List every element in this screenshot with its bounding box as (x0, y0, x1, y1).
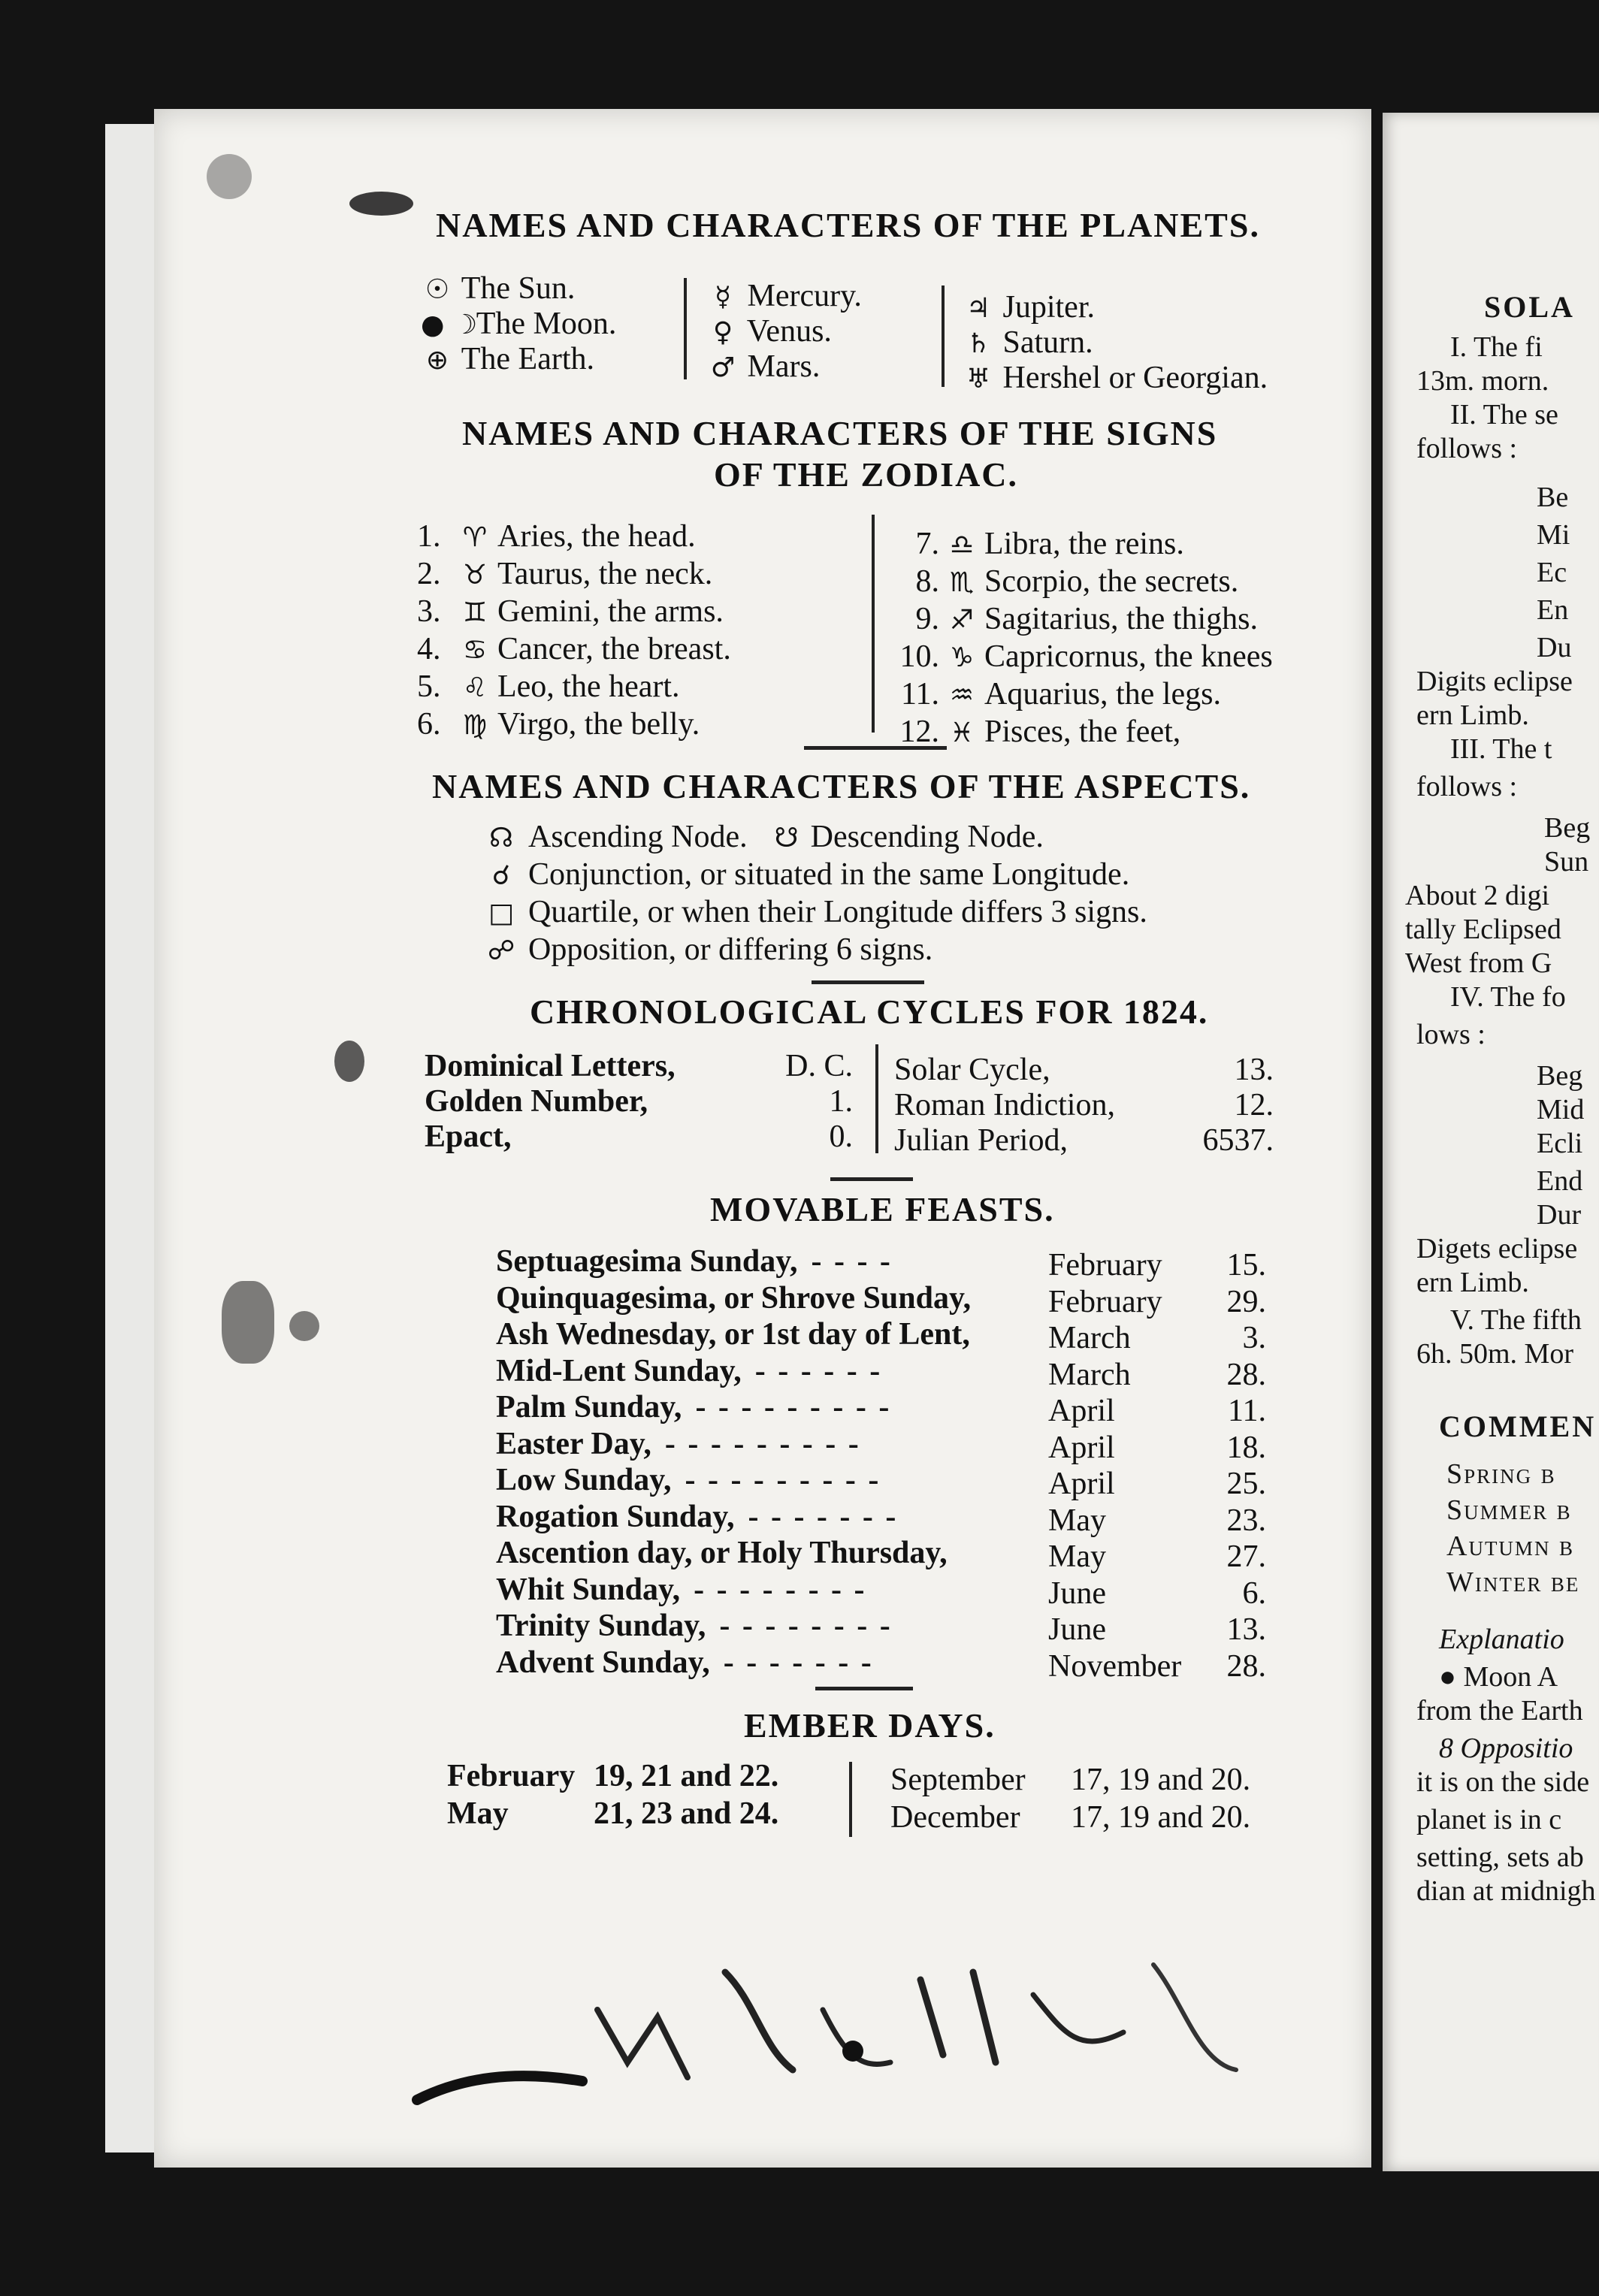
cycle-label: Julian Period, (894, 1123, 1068, 1158)
right-page-text-line: follows : (1416, 771, 1518, 802)
left-almanac-page (154, 109, 1371, 2168)
planet-saturn: ♄ Saturn. (962, 325, 1093, 361)
zodiac-label: Capricornus, the knees (984, 639, 1273, 674)
zodiac-sign-icon: ♐ (949, 605, 975, 636)
planets-title: NAMES AND CHARACTERS OF THE PLANETS. (436, 206, 1260, 244)
ember-month: February (447, 1759, 576, 1793)
right-page-text-line: setting, sets ab (1416, 1841, 1584, 1873)
cycle-value: 13. (1234, 1053, 1274, 1087)
planet-mars: ♂ Mars. (706, 349, 820, 385)
stain-top-left (207, 154, 252, 199)
ember-title: EMBER DAYS. (744, 1706, 996, 1745)
planet-jupiter: ♃ Jupiter. (962, 289, 1095, 325)
feast-name: Rogation Sunday, (496, 1499, 735, 1534)
zodiac-row (887, 639, 1273, 675)
feast-day: 28. (1226, 1648, 1266, 1684)
right-page-text-line: Be (1537, 482, 1569, 513)
feast-row (496, 1426, 861, 1462)
right-page-text-line: End (1537, 1165, 1583, 1197)
feast-day: 18. (1226, 1430, 1266, 1465)
ink-splatter (222, 1281, 274, 1364)
feasts-rule (815, 1687, 913, 1690)
aspect-row (485, 819, 1044, 855)
right-page-text-line: ern Limb. (1416, 699, 1529, 731)
zodiac-row (417, 631, 731, 667)
right-page-text-line: V. The fifth (1450, 1304, 1582, 1336)
ink-blot-mid (334, 1041, 364, 1082)
feast-day: 27. (1226, 1539, 1266, 1574)
right-page-text-line: Du (1537, 632, 1572, 663)
planet-sun: ☉ The Sun. (421, 270, 575, 307)
aspect-text: Conjunction, or situated in the same Longitude. (528, 857, 1130, 892)
right-page-text-line: Winter be (1446, 1566, 1580, 1598)
right-page-text-line: 13m. morn. (1416, 365, 1549, 397)
cycles-divider (875, 1044, 878, 1153)
feast-day: 3. (1242, 1321, 1266, 1355)
feast-leader-dots: - - - - (811, 1244, 893, 1279)
zodiac-label: Virgo, the belly. (497, 707, 700, 742)
jupiter-icon: ♃ (966, 293, 991, 324)
planet-venus: ♀ Venus. (706, 313, 832, 349)
zodiac-label: Leo, the heart. (497, 669, 680, 704)
zodiac-label: Gemini, the arms. (497, 594, 724, 629)
feast-row (496, 1316, 970, 1352)
right-page-text-line: IV. The fo (1450, 981, 1566, 1013)
ember-month: December (890, 1800, 1020, 1835)
feast-row (496, 1608, 893, 1644)
right-almanac-page (1383, 113, 1599, 2171)
feast-month: June (1048, 1575, 1106, 1611)
aspect-row (485, 894, 1147, 930)
zodiac-number: 2. (417, 557, 441, 591)
right-page-text-line: Sun (1544, 846, 1589, 878)
zodiac-row (887, 563, 1238, 600)
right-page-text-line: Mid (1537, 1094, 1585, 1125)
right-page-text-line: Ec (1537, 557, 1567, 588)
ember-month: May (447, 1796, 509, 1831)
uranus-icon: ♅ (966, 364, 991, 394)
planet-herschel: ♅ Hershel or Georgian. (962, 360, 1268, 396)
feast-month: November (1048, 1648, 1182, 1684)
feast-row (496, 1499, 898, 1535)
cycle-label: Roman Indiction, (894, 1088, 1115, 1122)
zodiac-sign-icon: ♒ (949, 680, 975, 711)
zodiac-sign-icon: ♎ (949, 530, 975, 560)
right-page-text-line: tally Eclipsed (1405, 914, 1561, 945)
zodiac-number: 11. (901, 677, 939, 711)
zodiac-label: Sagitarius, the thighs. (984, 602, 1258, 636)
zodiac-sign-icon: ♏ (949, 567, 975, 598)
right-page-text-line: Digets eclipse (1416, 1233, 1578, 1264)
zodiac-row (417, 518, 696, 554)
feast-name: Palm Sunday, (496, 1390, 682, 1424)
mars-icon: ♂ (710, 352, 736, 383)
ember-divider (849, 1762, 852, 1837)
zodiac-row (417, 594, 724, 630)
mercury-icon: ☿ (714, 282, 732, 313)
right-page-text-line: 8 Oppositio (1439, 1733, 1573, 1764)
ember-month: September (890, 1763, 1026, 1797)
ember-days: 17, 19 and 20. (1071, 1763, 1251, 1797)
cycle-value: D. C. (785, 1049, 853, 1083)
right-page-text-line: I. The fi (1450, 331, 1543, 363)
cycles-title: CHRONOLOGICAL CYCLES FOR 1824. (530, 992, 1209, 1031)
zodiac-sign-icon: ♈ (462, 522, 488, 553)
feast-month: April (1048, 1430, 1115, 1465)
zodiac-sign-icon: ♓ (949, 718, 975, 748)
feast-row (496, 1280, 971, 1316)
cycle-label: Epact, (425, 1119, 512, 1154)
right-page-text-line: En (1537, 594, 1569, 626)
feast-name: Whit Sunday, (496, 1572, 681, 1607)
right-page-text-line: III. The t (1450, 733, 1552, 765)
feast-leader-dots: - - - - - - - (723, 1645, 874, 1680)
planets-divider-1 (684, 278, 687, 379)
planet-earth: ⊕ The Earth. (421, 341, 594, 377)
feast-leader-dots: - - - - - - (754, 1353, 883, 1388)
aspect-text: Quartile, or when their Longitude differs 3 signs. (528, 895, 1147, 929)
zodiac-label: Pisces, the feet, (984, 714, 1181, 749)
ember-days: 19, 21 and 22. (594, 1759, 779, 1793)
feast-name: Advent Sunday, (496, 1645, 710, 1680)
zodiac-number: 4. (417, 632, 441, 666)
right-page-text-line: it is on the side (1416, 1766, 1590, 1798)
right-page-text-line: ern Limb. (1416, 1267, 1529, 1298)
right-page-text-line: II. The se (1450, 399, 1558, 430)
cycle-label: Solar Cycle, (894, 1053, 1050, 1087)
cycle-value: 0. (829, 1119, 853, 1154)
zodiac-number: 6. (417, 707, 441, 742)
aspect-symbol-icon: □ (488, 898, 514, 929)
feast-name: Mid-Lent Sunday, (496, 1353, 742, 1388)
feast-row (496, 1572, 867, 1608)
right-page-text-line: COMMEN (1439, 1409, 1597, 1443)
feast-leader-dots: - - - - - - - (748, 1499, 899, 1534)
feast-month: May (1048, 1503, 1106, 1538)
feast-name: Trinity Sunday, (496, 1609, 706, 1643)
feast-leader-dots: - - - - - - - - - (695, 1390, 892, 1424)
feast-day: 13. (1226, 1612, 1266, 1647)
feast-row (496, 1462, 881, 1498)
zodiac-label: Cancer, the breast. (497, 632, 731, 666)
feast-leader-dots: - - - - - - - - - (664, 1426, 861, 1461)
ember-days: 17, 19 and 20. (1071, 1800, 1251, 1835)
right-page-text-line: Beg (1544, 812, 1591, 844)
ember-days: 21, 23 and 24. (594, 1796, 779, 1831)
right-page-text-line: Spring b (1446, 1458, 1556, 1490)
aspects-rule (812, 980, 924, 984)
aspect-text: Opposition, or differing 6 signs. (528, 932, 933, 967)
right-page-text-line: lows : (1416, 1019, 1486, 1050)
feast-row (496, 1645, 874, 1681)
aspect-text: Descending Node. (810, 820, 1044, 854)
right-page-text-line: Mi (1537, 519, 1570, 551)
right-page-text-line: Beg (1537, 1060, 1583, 1092)
right-page-text-line: from the Earth (1416, 1695, 1583, 1727)
zodiac-row (417, 706, 700, 742)
zodiac-title-line1: NAMES AND CHARACTERS OF THE SIGNS (462, 414, 1218, 452)
zodiac-sign-icon: ♋ (462, 635, 488, 666)
cycle-value: 12. (1234, 1088, 1274, 1122)
feast-name: Quinquagesima, or Shrove Sunday, (496, 1280, 972, 1316)
right-page-text-line: Summer b (1446, 1494, 1572, 1526)
feast-row (496, 1353, 882, 1389)
feast-day: 11. (1228, 1394, 1266, 1428)
feast-name: Ash Wednesday, or 1st day of Lent, (496, 1317, 970, 1352)
feast-row (496, 1535, 948, 1571)
zodiac-label: Aries, the head. (497, 519, 696, 554)
zodiac-sign-icon: ♑ (949, 642, 975, 673)
cycles-rule (830, 1177, 913, 1181)
aspect-symbol-icon: ☋ (774, 823, 799, 853)
right-page-text-line: Explanatio (1439, 1624, 1564, 1655)
zodiac-row (887, 676, 1221, 712)
feast-leader-dots: - - - - - - - - (719, 1609, 893, 1643)
feast-month: March (1048, 1321, 1131, 1355)
zodiac-number: 3. (417, 594, 441, 629)
right-page-text-line: ● Moon A (1439, 1661, 1558, 1693)
right-page-text-line: dian at midnigh (1416, 1875, 1596, 1907)
feast-name: Septuagesima Sunday, (496, 1244, 798, 1279)
right-page-text-line: Digits eclipse (1416, 666, 1573, 697)
feast-month: April (1048, 1467, 1115, 1501)
right-page-text-line: Dur (1537, 1199, 1582, 1231)
feast-name: Ascention day, or Holy Thursday, (496, 1536, 948, 1570)
zodiac-number: 12. (899, 714, 939, 749)
feast-day: 29. (1226, 1284, 1266, 1319)
saturn-icon: ♄ (966, 328, 991, 359)
planet-moon: ● ☽ The Moon. (421, 307, 617, 341)
ink-splatter-2 (289, 1311, 319, 1341)
earth-icon: ⊕ (425, 345, 449, 376)
feast-name: Easter Day, (496, 1426, 651, 1461)
handwritten-scrawl (402, 1882, 1304, 2130)
feast-month: February (1048, 1284, 1162, 1319)
venus-icon: ♀ (712, 317, 733, 348)
feast-day: 28. (1226, 1357, 1266, 1392)
right-page-text-line: planet is in c (1416, 1804, 1562, 1835)
zodiac-sign-icon: ♉ (462, 560, 488, 591)
zodiac-row (887, 526, 1184, 562)
zodiac-number: 5. (417, 669, 441, 704)
right-page-text-line: follows : (1416, 433, 1518, 464)
zodiac-number: 9. (915, 602, 939, 636)
right-page-text-line: West from G (1405, 947, 1552, 979)
zodiac-row (417, 556, 712, 592)
feast-month: April (1048, 1394, 1115, 1428)
feasts-title: MOVABLE FEASTS. (710, 1190, 1055, 1228)
cycle-value: 6537. (1202, 1123, 1274, 1158)
zodiac-label: Libra, the reins. (984, 527, 1184, 561)
aspects-title: NAMES AND CHARACTERS OF THE ASPECTS. (432, 767, 1251, 805)
feast-leader-dots: - - - - - - - - (694, 1572, 867, 1607)
zodiac-sign-icon: ♌ (462, 672, 488, 703)
right-page-text-line: 6h. 50m. Mor (1416, 1338, 1573, 1370)
right-page-text-line: Autumn b (1446, 1530, 1574, 1562)
feast-day: 15. (1226, 1248, 1266, 1282)
aspect-symbol-icon: ☊ (489, 823, 513, 853)
zodiac-label: Aquarius, the legs. (984, 677, 1221, 711)
right-page-text-line: SOLA (1484, 290, 1575, 324)
cycle-label: Golden Number, (425, 1084, 648, 1119)
moon-icon: ● ☽ (421, 310, 478, 340)
feast-month: March (1048, 1357, 1131, 1392)
right-page-text-line: About 2 digi (1405, 880, 1550, 911)
feast-row (496, 1389, 891, 1425)
aspect-symbol-icon: ☌ (491, 860, 511, 891)
aspect-row (485, 856, 1129, 893)
cycle-value: 1. (829, 1084, 853, 1119)
zodiac-number: 10. (899, 639, 939, 674)
aspect-row (485, 932, 932, 968)
feast-row (496, 1243, 893, 1279)
planets-divider-2 (942, 285, 945, 387)
ink-blot-top (349, 192, 413, 216)
feast-month: May (1048, 1539, 1106, 1574)
zodiac-row (887, 714, 1180, 750)
zodiac-sign-icon: ♍ (462, 710, 488, 741)
planet-mercury: ☿ Mercury. (706, 278, 862, 314)
zodiac-number: 7. (915, 527, 939, 561)
page-edge (105, 124, 162, 2152)
zodiac-number: 1. (417, 519, 441, 554)
sun-icon: ☉ (425, 274, 450, 305)
feast-leader-dots: - - - - - - - - - (685, 1463, 881, 1497)
cycle-label: Dominical Letters, (425, 1049, 676, 1083)
feast-month: June (1048, 1612, 1106, 1647)
feast-day: 23. (1226, 1503, 1266, 1538)
zodiac-title-line2: OF THE ZODIAC. (714, 455, 1019, 494)
zodiac-label: Scorpio, the secrets. (984, 564, 1239, 599)
zodiac-divider (872, 515, 875, 733)
feast-name: Low Sunday, (496, 1463, 672, 1497)
zodiac-number: 8. (915, 564, 939, 599)
zodiac-row (887, 601, 1258, 637)
right-page-text-line: Ecli (1537, 1128, 1583, 1159)
zodiac-label: Taurus, the neck. (497, 557, 713, 591)
feast-month: February (1048, 1248, 1162, 1282)
zodiac-sign-icon: ♊ (462, 597, 488, 628)
feast-day: 25. (1226, 1467, 1266, 1501)
aspect-text: Ascending Node. (528, 820, 748, 854)
zodiac-row (417, 669, 680, 705)
aspect-symbol-icon: ☍ (487, 935, 515, 966)
feast-day: 6. (1242, 1575, 1266, 1611)
